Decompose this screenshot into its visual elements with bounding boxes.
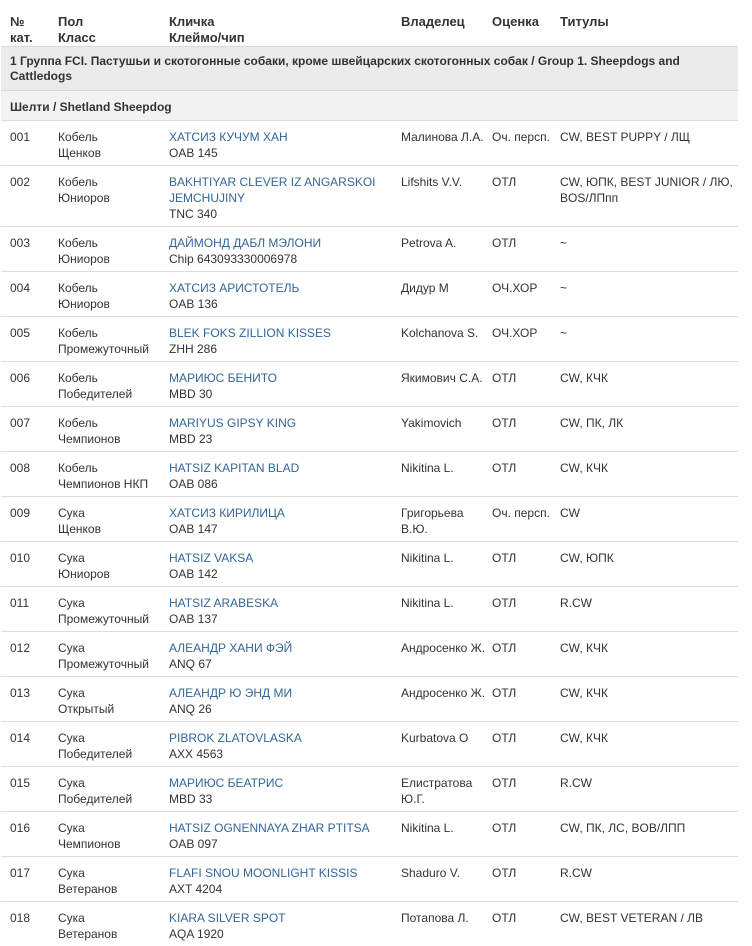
- titles-cell: [560, 227, 738, 272]
- owner-text: Nikitina L.: [401, 550, 492, 566]
- dog-name-link[interactable]: FLAFI SNOU MOONLIGHT KISSIS: [169, 865, 401, 881]
- chip-text: MBD 30: [169, 386, 401, 402]
- grade-cell: [492, 722, 560, 767]
- titles-text: ~: [560, 235, 738, 251]
- breed-row: [1, 91, 738, 121]
- owner-cell: [401, 587, 492, 632]
- sex-text: Сука: [58, 595, 169, 611]
- catalog-number: [1, 857, 58, 902]
- table-row: [1, 121, 738, 166]
- catalog-number: [1, 166, 58, 227]
- dog-name-link[interactable]: HATSIZ VAKSA: [169, 550, 401, 566]
- sex-text: Кобель: [58, 280, 169, 296]
- class-text: Промежуточный: [58, 611, 169, 627]
- owner-cell: [401, 857, 492, 902]
- titles-text: CW, КЧК: [560, 730, 738, 746]
- sex-text: Сука: [58, 640, 169, 656]
- owner-cell: [401, 317, 492, 362]
- chip-text: OAB 147: [169, 521, 401, 537]
- owner-text: Shaduro V.: [401, 865, 492, 881]
- sex-class-cell: [58, 902, 169, 946]
- catalog-number: [1, 227, 58, 272]
- sex-text: Сука: [58, 505, 169, 521]
- titles-cell: [560, 722, 738, 767]
- name-chip-cell: [169, 362, 401, 407]
- catalog-number: [1, 542, 58, 587]
- titles-text: CW: [560, 505, 738, 521]
- table-row: [1, 227, 738, 272]
- catalog-number-text: 004: [10, 280, 58, 296]
- header-name: Кличка: [169, 14, 401, 30]
- group-row: [1, 47, 738, 91]
- name-chip-cell: [169, 542, 401, 587]
- chip-text: AQA 1920: [169, 926, 401, 942]
- titles-cell: [560, 677, 738, 722]
- sex-text: Сука: [58, 775, 169, 791]
- owner-cell: [401, 497, 492, 542]
- grade-text: Оч. персп.: [492, 129, 560, 145]
- dog-name-link[interactable]: BAKHTIYAR CLEVER IZ ANGARSKOI JEMCHUJINY: [169, 174, 401, 206]
- catalog-number: [1, 902, 58, 946]
- grade-cell: [492, 587, 560, 632]
- class-text: Промежуточный: [58, 656, 169, 672]
- name-chip-cell: [169, 452, 401, 497]
- catalog-number-text: 006: [10, 370, 58, 386]
- grade-text: ОТЛ: [492, 460, 560, 476]
- entries-body: [1, 121, 738, 946]
- name-chip-cell: [169, 272, 401, 317]
- grade-cell: [492, 166, 560, 227]
- name-chip-cell: [169, 317, 401, 362]
- titles-text: CW, ЮПК, BEST JUNIOR / ЛЮ, BOS/ЛПпп: [560, 174, 738, 206]
- catalog-number: [1, 317, 58, 362]
- titles-text: CW, ПК, ЛС, BOB/ЛПП: [560, 820, 738, 836]
- titles-cell: [560, 542, 738, 587]
- titles-cell: [560, 902, 738, 946]
- dog-name-link[interactable]: МАРИЮС БЕНИТО: [169, 370, 401, 386]
- owner-cell: [401, 902, 492, 946]
- chip-text: OAB 137: [169, 611, 401, 627]
- sex-class-cell: [58, 121, 169, 166]
- grade-text: ОТЛ: [492, 910, 560, 926]
- sex-class-cell: [58, 767, 169, 812]
- name-chip-cell: [169, 227, 401, 272]
- catalog-number: [1, 587, 58, 632]
- titles-text: CW, КЧК: [560, 370, 738, 386]
- catalog-number: [1, 407, 58, 452]
- dog-name-link[interactable]: АЛЕАНДР Ю ЭНД МИ: [169, 685, 401, 701]
- grade-text: ОТЛ: [492, 685, 560, 701]
- class-text: Чемпионов: [58, 836, 169, 852]
- name-chip-cell: [169, 767, 401, 812]
- grade-text: ОТЛ: [492, 730, 560, 746]
- titles-cell: [560, 632, 738, 677]
- class-text: Ветеранов: [58, 881, 169, 897]
- grade-cell: [492, 812, 560, 857]
- titles-cell: [560, 317, 738, 362]
- name-chip-cell: [169, 166, 401, 227]
- chip-text: ANQ 26: [169, 701, 401, 717]
- catalog-number: [1, 272, 58, 317]
- name-chip-cell: [169, 902, 401, 946]
- table-row: [1, 677, 738, 722]
- table-row: [1, 362, 738, 407]
- chip-text: ANQ 67: [169, 656, 401, 672]
- dog-name-link[interactable]: ХАТСИЗ КУЧУМ ХАН: [169, 129, 401, 145]
- name-chip-cell: [169, 587, 401, 632]
- grade-cell: [492, 902, 560, 946]
- dog-name-link[interactable]: HATSIZ ARABESKA: [169, 595, 401, 611]
- grade-cell: [492, 542, 560, 587]
- class-text: Победителей: [58, 386, 169, 402]
- grade-text: ОТЛ: [492, 865, 560, 881]
- catalog-number-text: 015: [10, 775, 58, 791]
- header-num-line1: №: [10, 14, 58, 30]
- grade-cell: [492, 677, 560, 722]
- titles-cell: [560, 497, 738, 542]
- sex-class-cell: [58, 857, 169, 902]
- sex-class-cell: [58, 587, 169, 632]
- owner-text: Григорьева В.Ю.: [401, 505, 492, 537]
- sex-text: Кобель: [58, 415, 169, 431]
- grade-text: ОЧ.ХОР: [492, 280, 560, 296]
- catalog-number-text: 016: [10, 820, 58, 836]
- owner-text: Nikitina L.: [401, 820, 492, 836]
- dog-name-link[interactable]: PIBROK ZLATOVLASKA: [169, 730, 401, 746]
- catalog-number: [1, 632, 58, 677]
- catalog-number-text: 014: [10, 730, 58, 746]
- name-chip-cell: [169, 632, 401, 677]
- sex-class-cell: [58, 317, 169, 362]
- owner-text: Lifshits V.V.: [401, 174, 492, 190]
- catalog-number-text: 003: [10, 235, 58, 251]
- owner-text: Андросенко Ж.: [401, 640, 492, 656]
- catalog-number-text: 017: [10, 865, 58, 881]
- chip-text: MBD 33: [169, 791, 401, 807]
- class-text: Победителей: [58, 791, 169, 807]
- titles-text: CW, ЮПК: [560, 550, 738, 566]
- table-row: [1, 407, 738, 452]
- titles-cell: [560, 587, 738, 632]
- header-class: Класс: [58, 30, 169, 46]
- sex-text: Кобель: [58, 129, 169, 145]
- header-chip: Клеймо/чип: [169, 30, 401, 46]
- titles-cell: [560, 452, 738, 497]
- sex-class-cell: [58, 677, 169, 722]
- titles-cell: [560, 857, 738, 902]
- name-chip-cell: [169, 121, 401, 166]
- owner-cell: [401, 722, 492, 767]
- sex-class-cell: [58, 227, 169, 272]
- dog-name-link[interactable]: HATSIZ OGNENNAYA ZHAR PTITSA: [169, 820, 401, 836]
- grade-cell: [492, 767, 560, 812]
- table-row: [1, 497, 738, 542]
- grade-cell: [492, 452, 560, 497]
- grade-text: ОТЛ: [492, 640, 560, 656]
- class-text: Щенков: [58, 521, 169, 537]
- chip-text: MBD 23: [169, 431, 401, 447]
- titles-cell: [560, 407, 738, 452]
- class-text: Открытый: [58, 701, 169, 717]
- chip-text: AXX 4563: [169, 746, 401, 762]
- owner-cell: [401, 677, 492, 722]
- sex-text: Сука: [58, 550, 169, 566]
- owner-cell: [401, 452, 492, 497]
- owner-text: Дидур М: [401, 280, 492, 296]
- name-chip-cell: [169, 812, 401, 857]
- catalog-number: [1, 452, 58, 497]
- catalog-number: [1, 722, 58, 767]
- class-text: Промежуточный: [58, 341, 169, 357]
- class-text: Ветеранов: [58, 926, 169, 942]
- dog-name-link[interactable]: ДАЙМОНД ДАБЛ МЭЛОНИ: [169, 235, 401, 251]
- titles-cell: [560, 166, 738, 227]
- dog-name-link[interactable]: МАРИЮС БЕАТРИС: [169, 775, 401, 791]
- grade-text: ОТЛ: [492, 595, 560, 611]
- grade-cell: [492, 121, 560, 166]
- sex-text: Сука: [58, 730, 169, 746]
- titles-text: ~: [560, 280, 738, 296]
- grade-cell: [492, 407, 560, 452]
- titles-cell: [560, 812, 738, 857]
- catalog-number-text: 013: [10, 685, 58, 701]
- owner-cell: [401, 227, 492, 272]
- owner-text: Petrova A.: [401, 235, 492, 251]
- sex-text: Кобель: [58, 370, 169, 386]
- header-num-line2: кат.: [10, 30, 58, 46]
- grade-text: ОЧ.ХОР: [492, 325, 560, 341]
- catalog-number-text: 001: [10, 129, 58, 145]
- name-chip-cell: [169, 857, 401, 902]
- owner-cell: [401, 362, 492, 407]
- dog-name-link[interactable]: АЛЕАНДР ХАНИ ФЭЙ: [169, 640, 401, 656]
- catalog-number: [1, 121, 58, 166]
- class-text: Чемпионов НКП: [58, 476, 169, 492]
- sex-text: Кобель: [58, 325, 169, 341]
- grade-text: ОТЛ: [492, 550, 560, 566]
- catalog-number-text: 008: [10, 460, 58, 476]
- results-table: [1, 0, 738, 946]
- grade-cell: [492, 497, 560, 542]
- sex-class-cell: [58, 632, 169, 677]
- catalog-number: [1, 497, 58, 542]
- catalog-number: [1, 677, 58, 722]
- chip-text: ZHH 286: [169, 341, 401, 357]
- owner-cell: [401, 272, 492, 317]
- grade-cell: [492, 632, 560, 677]
- class-text: Юниоров: [58, 566, 169, 582]
- column-header-grade: [492, 0, 560, 47]
- column-header-sex-class: [58, 0, 169, 47]
- header-sex: Пол: [58, 14, 169, 30]
- sex-text: Сука: [58, 820, 169, 836]
- sex-text: Кобель: [58, 235, 169, 251]
- table-header-row: [1, 0, 738, 47]
- grade-text: ОТЛ: [492, 820, 560, 836]
- table-row: [1, 722, 738, 767]
- catalog-number-text: 005: [10, 325, 58, 341]
- owner-text: Потапова Л.: [401, 910, 492, 926]
- class-text: Щенков: [58, 145, 169, 161]
- titles-text: R.CW: [560, 595, 738, 611]
- owner-cell: [401, 121, 492, 166]
- chip-text: OAB 086: [169, 476, 401, 492]
- owner-text: Nikitina L.: [401, 460, 492, 476]
- sex-class-cell: [58, 362, 169, 407]
- grade-cell: [492, 317, 560, 362]
- catalog-number-text: 002: [10, 174, 58, 190]
- class-text: Победителей: [58, 746, 169, 762]
- owner-text: Nikitina L.: [401, 595, 492, 611]
- sex-text: Сука: [58, 910, 169, 926]
- sex-text: Кобель: [58, 460, 169, 476]
- grade-text: Оч. персп.: [492, 505, 560, 521]
- table-row: [1, 902, 738, 946]
- table-row: [1, 587, 738, 632]
- chip-text: AXT 4204: [169, 881, 401, 897]
- owner-text: Андросенко Ж.: [401, 685, 492, 701]
- sex-class-cell: [58, 272, 169, 317]
- titles-text: R.CW: [560, 775, 738, 791]
- titles-text: CW, КЧК: [560, 460, 738, 476]
- titles-text: ~: [560, 325, 738, 341]
- column-header-number: [1, 0, 58, 47]
- titles-cell: [560, 272, 738, 317]
- chip-text: TNC 340: [169, 206, 401, 222]
- owner-cell: [401, 767, 492, 812]
- titles-cell: [560, 121, 738, 166]
- titles-text: CW, BEST VETERAN / ЛВ: [560, 910, 738, 926]
- header-titles: Титулы: [560, 14, 738, 30]
- owner-cell: [401, 632, 492, 677]
- catalog-number-text: 010: [10, 550, 58, 566]
- table-row: [1, 317, 738, 362]
- column-header-owner: [401, 0, 492, 47]
- sex-class-cell: [58, 166, 169, 227]
- grade-text: ОТЛ: [492, 370, 560, 386]
- grade-cell: [492, 227, 560, 272]
- catalog-number: [1, 362, 58, 407]
- chip-text: OAB 136: [169, 296, 401, 312]
- column-header-titles: [560, 0, 738, 47]
- grade-text: ОТЛ: [492, 174, 560, 190]
- chip-text: OAB 142: [169, 566, 401, 582]
- name-chip-cell: [169, 677, 401, 722]
- catalog-number-text: 011: [10, 595, 58, 611]
- sex-text: Сука: [58, 685, 169, 701]
- owner-text: Kolchanova S.: [401, 325, 492, 341]
- name-chip-cell: [169, 407, 401, 452]
- table-row: [1, 767, 738, 812]
- owner-cell: [401, 542, 492, 587]
- owner-cell: [401, 166, 492, 227]
- dog-name-link[interactable]: ХАТСИЗ АРИСТОТЕЛЬ: [169, 280, 401, 296]
- name-chip-cell: [169, 497, 401, 542]
- table-row: [1, 452, 738, 497]
- chip-text: OAB 097: [169, 836, 401, 852]
- catalog-number-text: 018: [10, 910, 58, 926]
- titles-text: R.CW: [560, 865, 738, 881]
- owner-text: Малинова Л.А.: [401, 129, 492, 145]
- catalog-number-text: 012: [10, 640, 58, 656]
- titles-cell: [560, 362, 738, 407]
- grade-cell: [492, 857, 560, 902]
- grade-text: ОТЛ: [492, 415, 560, 431]
- owner-text: Yakimovich: [401, 415, 492, 431]
- catalog-number-text: 007: [10, 415, 58, 431]
- column-header-name-chip: [169, 0, 401, 47]
- class-text: Юниоров: [58, 190, 169, 206]
- dog-name-link[interactable]: KIARA SILVER SPOT: [169, 910, 401, 926]
- sex-class-cell: [58, 542, 169, 587]
- titles-text: CW, BEST PUPPY / ЛЩ: [560, 129, 738, 145]
- table-row: [1, 632, 738, 677]
- chip-text: Chip 643093330006978: [169, 251, 401, 267]
- catalog-number: [1, 767, 58, 812]
- sex-class-cell: [58, 497, 169, 542]
- header-owner: Владелец: [401, 14, 492, 30]
- sex-class-cell: [58, 407, 169, 452]
- header-grade: Оценка: [492, 14, 560, 30]
- sex-text: Кобель: [58, 174, 169, 190]
- class-text: Юниоров: [58, 251, 169, 267]
- table-row: [1, 857, 738, 902]
- owner-text: Якимович С.А.: [401, 370, 492, 386]
- grade-text: ОТЛ: [492, 775, 560, 791]
- titles-text: CW, КЧК: [560, 640, 738, 656]
- table-row: [1, 166, 738, 227]
- titles-text: CW, ПК, ЛК: [560, 415, 738, 431]
- owner-text: Kurbatova O: [401, 730, 492, 746]
- owner-cell: [401, 407, 492, 452]
- sex-text: Сука: [58, 865, 169, 881]
- chip-text: OAB 145: [169, 145, 401, 161]
- dog-name-link[interactable]: ХАТСИЗ КИРИЛИЦА: [169, 505, 401, 521]
- dog-name-link[interactable]: HATSIZ KAPITAN BLAD: [169, 460, 401, 476]
- table-row: [1, 812, 738, 857]
- dog-name-link[interactable]: MARIYUS GIPSY KING: [169, 415, 401, 431]
- dog-name-link[interactable]: BLEK FOKS ZILLION KISSES: [169, 325, 401, 341]
- owner-cell: [401, 812, 492, 857]
- grade-cell: [492, 272, 560, 317]
- class-text: Юниоров: [58, 296, 169, 312]
- sex-class-cell: [58, 722, 169, 767]
- owner-text: Елистратова Ю.Г.: [401, 775, 492, 807]
- table-row: [1, 542, 738, 587]
- class-text: Чемпионов: [58, 431, 169, 447]
- table-row: [1, 272, 738, 317]
- titles-text: CW, КЧК: [560, 685, 738, 701]
- name-chip-cell: [169, 722, 401, 767]
- grade-cell: [492, 362, 560, 407]
- grade-text: ОТЛ: [492, 235, 560, 251]
- sex-class-cell: [58, 812, 169, 857]
- titles-cell: [560, 767, 738, 812]
- catalog-number: [1, 812, 58, 857]
- sex-class-cell: [58, 452, 169, 497]
- group-title: 1 Группа FCI. Пастушьи и скотогонные собаки, кроме швейцарских скотогонных собак / Group 1. Sheepdogs and Cattledogs: [1, 47, 738, 91]
- catalog-number-text: 009: [10, 505, 58, 521]
- breed-title: Шелти / Shetland Sheepdog: [1, 91, 738, 121]
